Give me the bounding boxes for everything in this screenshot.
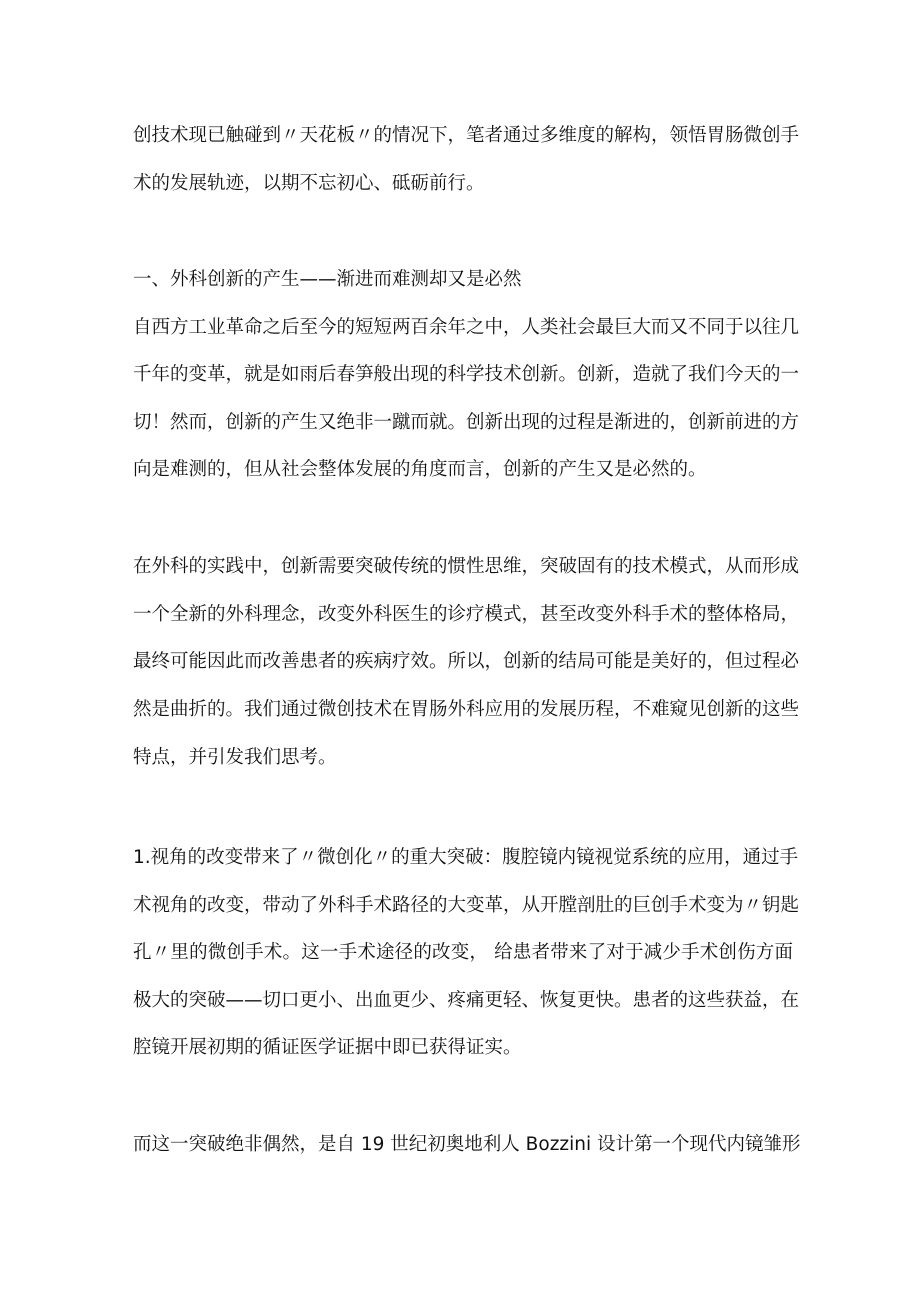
paragraph-line: 然是曲折的。我们通过微创技术在胃肠外科应用的发展历程，不难窥见创新的这些 (133, 699, 800, 720)
paragraph-line: 孔〃里的微创手术。这一手术途径的改变， 给患者带来了对于减少手术创伤方面 (133, 942, 793, 963)
paragraph-line: 术的发展轨迹，以期不忘初心、砥砺前行。 (133, 173, 485, 194)
section-heading: 一、外科创新的产生——渐进而难测却又是必然 (133, 269, 522, 290)
paragraph-line: 切！然而，创新的产生又绝非一蹴而就。创新出现的过程是渐进的，创新前进的方 (133, 412, 800, 433)
paragraph-line: 特点，并引发我们思考。 (133, 747, 337, 768)
paragraph-line: 而这一突破绝非偶然，是自 19 世纪初奥地利人 Bozzini 设计第一个现代内镜雏形 (133, 1134, 801, 1155)
paragraph-line: 最终可能因此而改善患者的疾病疗效。所以，创新的结局可能是美好的，但过程必 (133, 651, 800, 672)
paragraph-line: 一个全新的外科理念，改变外科医生的诊疗模式，甚至改变外科手术的整体格局， (133, 604, 800, 625)
paragraph-line: 极大的突破——切口更小、出血更少、疼痛更轻、恢复更快。患者的这些获益，在 (133, 990, 800, 1011)
paragraph-line: 1.视角的改变带来了〃微创化〃的重大突破：腹腔镜内镜视觉系统的应用，通过手 (133, 847, 799, 868)
paragraph-line: 自西方工业革命之后至今的短短两百余年之中，人类社会最巨大而又不同于以往几 (133, 317, 800, 338)
paragraph-line: 千年的变革，就是如雨后春笋般出现的科学技术创新。创新，造就了我们今天的一 (133, 364, 800, 385)
paragraph-line: 术视角的改变，带动了外科手术路径的大变革，从开膛剖肚的巨创手术变为〃钥匙 (133, 895, 800, 916)
paragraph-line: 向是难测的，但从社会整体发展的角度而言，创新的产生又是必然的。 (133, 459, 707, 480)
paragraph-line: 在外科的实践中，创新需要突破传统的惯性思维，突破固有的技术模式，从而形成 (133, 556, 800, 577)
paragraph-line: 创技术现已触碰到〃天花板〃的情况下，笔者通过多维度的解构，领悟胃肠微创手 (133, 125, 800, 146)
paragraph-line: 腔镜开展初期的循证医学证据中即已获得证实。 (133, 1037, 522, 1058)
